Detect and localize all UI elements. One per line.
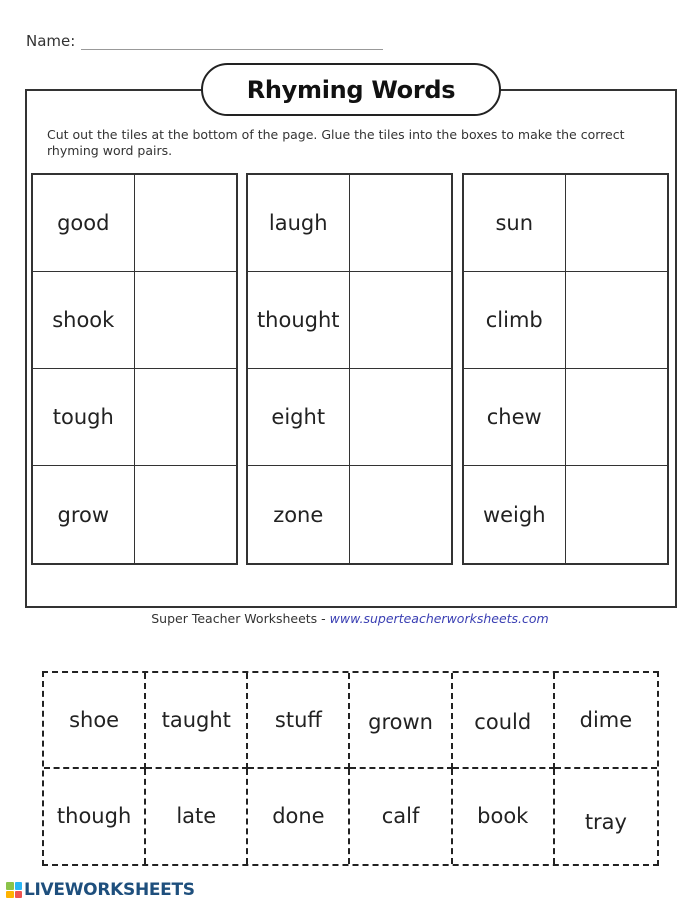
word-cell: grow: [33, 466, 135, 563]
cutout-tiles: [42, 671, 659, 866]
footer-link[interactable]: www.superteacherworksheets.com: [329, 611, 549, 626]
word-tile[interactable]: taught: [146, 673, 248, 769]
word-tile[interactable]: stuff: [248, 673, 350, 769]
word-cell: shook: [33, 272, 135, 369]
word-cell: thought: [248, 272, 350, 369]
word-cell: sun: [464, 175, 566, 272]
footer-source: Super Teacher Worksheets -: [151, 611, 330, 626]
title-banner: [201, 63, 501, 116]
word-tile[interactable]: done: [248, 769, 350, 865]
answer-box[interactable]: [566, 175, 668, 272]
liveworksheets-brand[interactable]: [6, 880, 195, 900]
page-title: Rhyming Words: [246, 75, 456, 104]
word-tile[interactable]: tray: [584, 810, 627, 835]
word-cell: chew: [464, 369, 566, 466]
footer-credit: [0, 611, 700, 626]
name-input-line[interactable]: [81, 34, 383, 50]
answer-box[interactable]: [350, 369, 452, 466]
pair-grid-1: [31, 173, 238, 565]
instructions: Cut out the tiles at the bottom of the page. Glue the tiles into the boxes to make the correct rhyming word pairs.: [47, 127, 625, 158]
answer-box[interactable]: [135, 466, 237, 563]
answer-box[interactable]: [135, 272, 237, 369]
answer-box[interactable]: [135, 369, 237, 466]
pair-grid-2: [246, 173, 453, 565]
word-tile[interactable]: book: [453, 769, 555, 865]
answer-box[interactable]: [566, 466, 668, 563]
pair-grid-3: [462, 173, 669, 565]
answer-box[interactable]: [350, 175, 452, 272]
name-label: Name:: [26, 32, 76, 50]
brand-text: LIVEWORKSHEETS: [24, 880, 195, 900]
word-tile[interactable]: though: [44, 769, 146, 865]
word-tile[interactable]: calf: [350, 769, 452, 865]
word-tile[interactable]: dime: [555, 673, 657, 769]
word-cell: eight: [248, 369, 350, 466]
word-cell: tough: [33, 369, 135, 466]
word-tile[interactable]: shoe: [44, 673, 146, 769]
liveworksheets-logo-icon: [6, 882, 22, 898]
word-cell: weigh: [464, 466, 566, 563]
name-row: [26, 32, 383, 50]
answer-box[interactable]: [350, 272, 452, 369]
word-cell: zone: [248, 466, 350, 563]
answer-box[interactable]: [566, 272, 668, 369]
word-tile[interactable]: grown: [350, 673, 452, 769]
answer-box[interactable]: [135, 175, 237, 272]
word-tile[interactable]: could: [453, 673, 555, 769]
answer-box[interactable]: [350, 466, 452, 563]
word-cell: good: [33, 175, 135, 272]
word-tile[interactable]: late: [146, 769, 248, 865]
word-cell: laugh: [248, 175, 350, 272]
word-cell: climb: [464, 272, 566, 369]
answer-box[interactable]: [566, 369, 668, 466]
